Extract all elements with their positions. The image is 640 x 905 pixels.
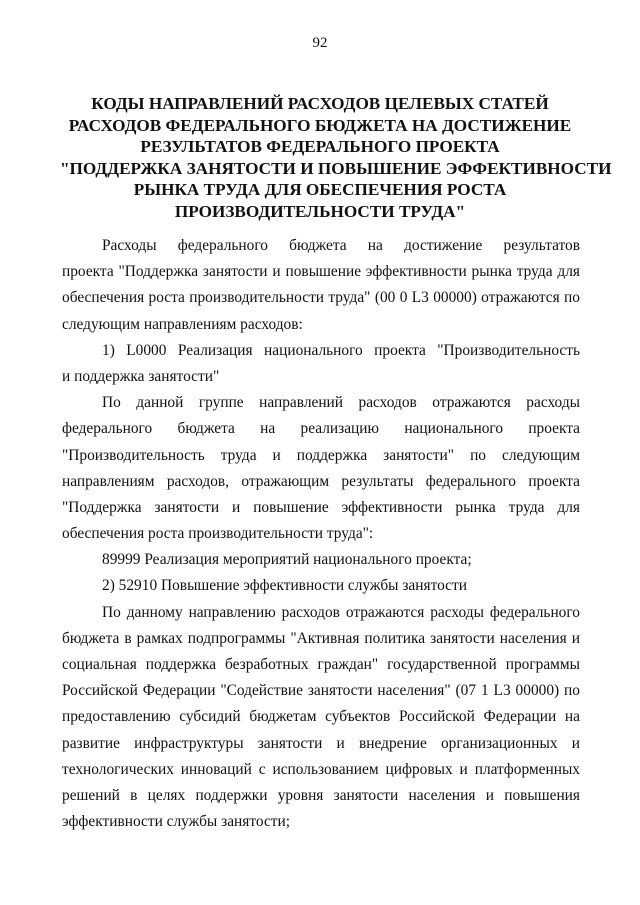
text-line: "Поддержка занятости и повышение эффективности рынка труда для	[62, 498, 580, 516]
body-text	[62, 233, 580, 835]
text-line: По данной группе направлений расходов отражаются расходы	[102, 394, 580, 412]
text-line: Российской Федерации "Содействие занятости населения" (07 1 L3 00000) по	[62, 682, 580, 700]
text-line: "Производительность труда и поддержка занятости" по следующим	[62, 446, 580, 464]
text-line: бюджета в рамках подпрограммы "Активная политика занятости населения и	[62, 629, 580, 647]
title-line: КОДЫ НАПРАВЛЕНИЙ РАСХОДОВ ЦЕЛЕВЫХ СТАТЕЙ	[91, 94, 549, 113]
text-line: Расходы федерального бюджета на достижение результатов	[102, 237, 580, 254]
title-line: РЫНКА ТРУДА ДЛЯ ОБЕСПЕЧЕНИЯ РОСТА	[133, 180, 507, 200]
text-line: развитие инфраструктуры занятости и внедрение организационных и	[62, 734, 580, 752]
title-line: РЕЗУЛЬТАТОВ ФЕДЕРАЛЬНОГО ПРОЕКТА	[140, 137, 500, 157]
text-line: решений в целях поддержки уровня занятости населения и повышения	[62, 786, 580, 804]
text-line: и поддержка занятости"	[62, 367, 220, 385]
text-line: предоставлению субсидий бюджетам субъектов Российской Федерации на	[62, 708, 580, 726]
text-line: следующим направлениям расходов:	[62, 315, 303, 333]
text-line: проекта "Поддержка занятости и повышение эффективности рынка труда для	[62, 263, 580, 281]
text-line: федерального бюджета на реализацию национального проекта	[62, 420, 580, 438]
page-number: 92	[312, 35, 328, 51]
text-line: технологических инноваций с использованием цифровых и платформенных	[62, 760, 580, 778]
text-line: обеспечения роста производительности труда" (00 0 L3 00000) отражаются по	[62, 289, 580, 307]
document-title	[60, 93, 612, 223]
text-line: 2) 52910 Повышение эффективности службы занятости	[102, 577, 467, 595]
title-line: "ПОДДЕРЖКА ЗАНЯТОСТИ И ПОВЫШЕНИЕ ЭФФЕКТИВНОСТИ	[60, 158, 612, 178]
text-line: По данному направлению расходов отражаются расходы федерального	[102, 603, 580, 621]
text-line: направлениям расходов, отражающим результаты федерального проекта	[62, 472, 580, 490]
text-line: 1) L0000 Реализация национального проекта "Производительность	[102, 341, 580, 359]
title-line: ПРОИЗВОДИТЕЛЬНОСТИ ТРУДА"	[174, 201, 466, 221]
text-line: обеспечения роста производительности труда":	[62, 525, 374, 543]
title-line: РАСХОДОВ ФЕДЕРАЛЬНОГО БЮДЖЕТА НА ДОСТИЖЕНИЕ	[68, 115, 572, 135]
text-line: социальная поддержка безработных граждан" государственной программы	[62, 656, 580, 673]
text-line: 89999 Реализация мероприятий национального проекта;	[102, 551, 472, 569]
text-line: эффективности службы занятости;	[62, 813, 291, 831]
